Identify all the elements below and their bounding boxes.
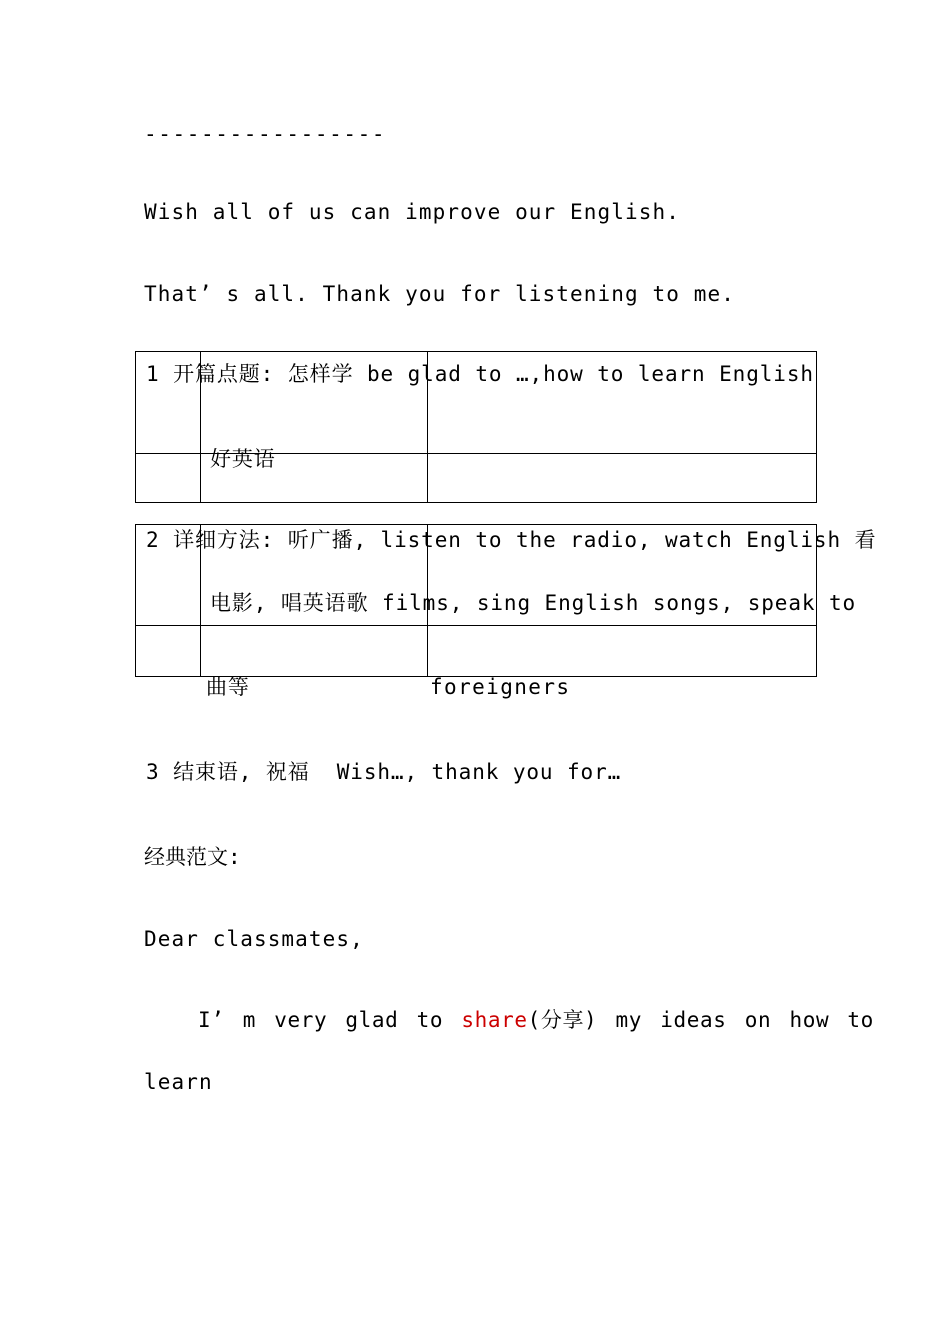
outline-point-2-line-3-right: foreigners xyxy=(430,675,571,699)
wish-line: Wish all of us can improve our English. xyxy=(144,200,680,224)
thanks-line: That’ s all. Thank you for listening to me. xyxy=(144,282,735,306)
outline-point-3: 3 结束语, 祝福 Wish…, thank you for… xyxy=(146,760,622,784)
outline-point-2-line-2: 电影, 唱英语歌 films, sing English songs, speak to xyxy=(210,591,857,615)
table-2-row-divider xyxy=(135,625,817,626)
outline-point-1-line-1: 1 开篇点题: 怎样学 be glad to …,how to learn English xyxy=(146,362,814,386)
paragraph-text-before: I’ m very glad to xyxy=(198,1008,462,1032)
body-paragraph-line-2: learn xyxy=(144,1070,213,1094)
dash-separator: ----------------- xyxy=(144,122,387,146)
outline-point-2-line-1: 2 详细方法: 听广播, listen to the radio, watch English 看 xyxy=(146,528,877,552)
classic-essay-title: 经典范文: xyxy=(144,845,241,869)
body-paragraph-line-1 xyxy=(198,1010,874,1031)
paragraph-text-after: (分享) my ideas on how to xyxy=(527,1008,874,1032)
salutation: Dear classmates, xyxy=(144,927,364,951)
outline-point-1-line-2: 好英语 xyxy=(210,447,276,471)
outline-point-2-line-3-left: 曲等 xyxy=(206,675,250,699)
highlighted-word: share xyxy=(461,1008,528,1032)
